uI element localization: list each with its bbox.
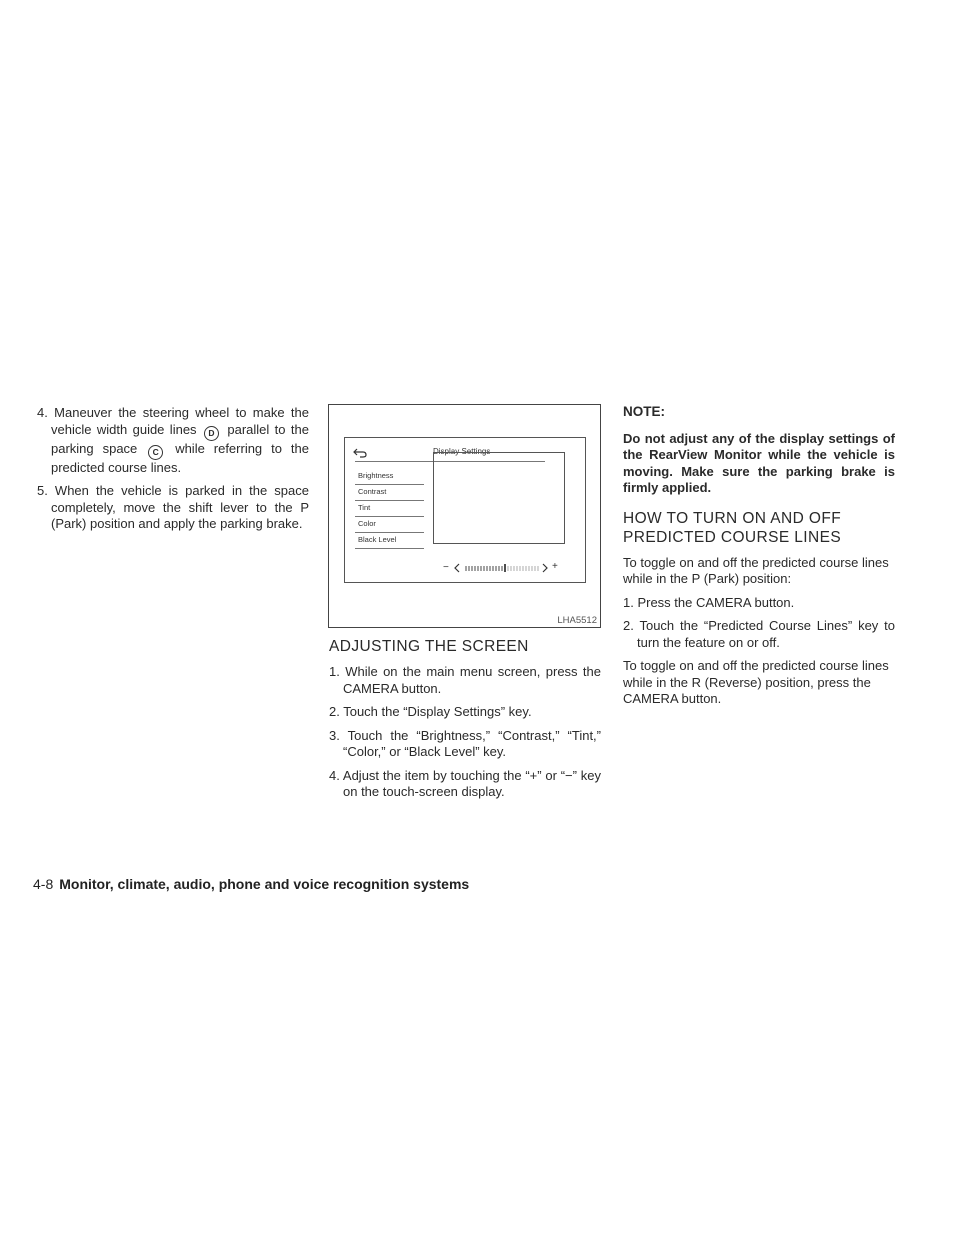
right-column (623, 404, 895, 715)
step-4: 4. Maneuver the steering wheel to make the vehicle width guide lines D parallel to the parking space C while referring to the predicted course lines. (37, 405, 309, 475)
intro-text: To toggle on and off the predicted course lines while in the P (Park) position: (623, 554, 889, 586)
chevron-left-icon (453, 563, 461, 573)
level-slider (465, 563, 541, 573)
page-number: 4-8 (33, 876, 54, 892)
menu-item: Brightness (355, 468, 424, 485)
note-heading: NOTE: (623, 404, 665, 419)
list-item: 4. Adjust the item by touching the “+” or “−” key on the touch-screen display. (329, 767, 601, 799)
display-settings-figure (328, 404, 601, 628)
step-5: 5. When the vehicle is parked in the space completely, move the shift lever to the P (Park) position and apply the parking brake. (37, 483, 309, 531)
outro-text: To toggle on and off the predicted course lines while in the R (Reverse) position, press the CAMERA button. (623, 658, 889, 706)
minus-label: − (443, 562, 449, 573)
callout-d-icon: D (204, 426, 219, 441)
chapter-title: Monitor, climate, audio, phone and voice recognition systems (59, 876, 470, 892)
chevron-right-icon (541, 563, 549, 573)
menu-item: Color (355, 516, 424, 533)
plus-label: + (552, 561, 558, 572)
back-arrow-icon (353, 448, 367, 458)
left-column (37, 405, 309, 540)
list-item: 3. Touch the “Brightness,” “Contrast,” “Tint,” “Color,” or “Black Level” key. (329, 727, 601, 759)
adjusting-heading: ADJUSTING THE SCREEN (329, 638, 529, 655)
list-item: 1. While on the main menu screen, press the CAMERA button. (329, 664, 601, 696)
note-body: Do not adjust any of the display settings of the RearView Monitor while the vehicle is moving. Make sure the parking brake is firmly applied. (623, 430, 895, 495)
callout-c-icon: C (148, 445, 163, 460)
adjusting-section (329, 637, 601, 808)
screen-header-title: Display Settings (433, 447, 491, 456)
menu-item: Contrast (355, 484, 424, 501)
list-item: 2. Touch the “Display Settings” key. (329, 704, 532, 719)
course-lines-heading: HOW TO TURN ON AND OFF PREDICTED COURSE LINES (623, 509, 842, 546)
list-item: 1. Press the CAMERA button. (623, 594, 795, 610)
menu-item: Tint (355, 500, 424, 517)
preview-window (433, 452, 565, 544)
list-item: 2. Touch the “Predicted Course Lines” key to turn the feature on or off. (623, 618, 895, 650)
menu-item: Black Level (355, 532, 424, 549)
screen-illustration (344, 437, 586, 583)
figure-code: LHA5512 (557, 615, 597, 626)
page-footer (33, 876, 469, 892)
